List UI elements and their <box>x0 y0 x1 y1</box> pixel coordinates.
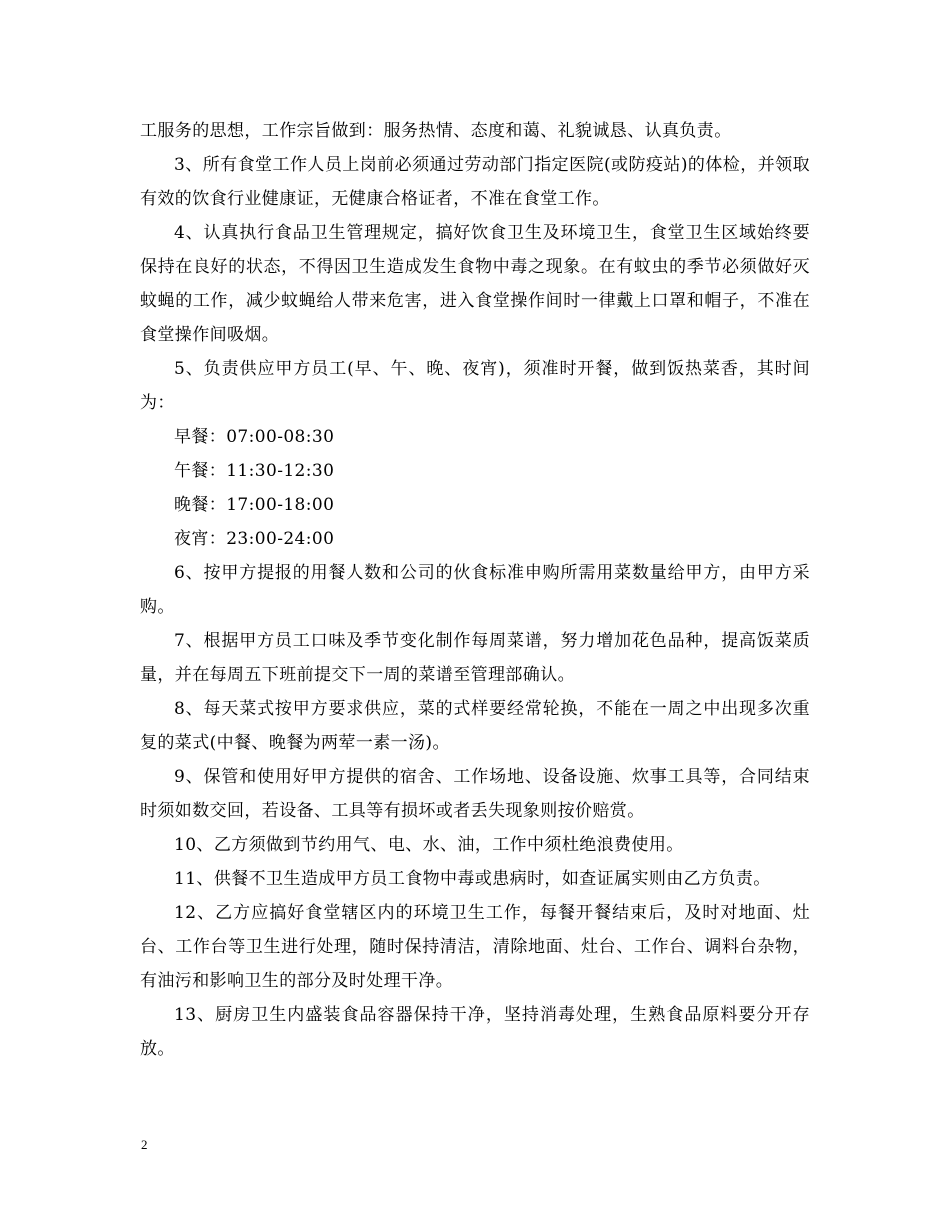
paragraph-item-7: 7、根据甲方员工口味及季节变化制作每周菜谱，努力增加花色品种，提高饭菜质量，并在每周五下班前提交下一周的菜谱至管理部确认。 <box>140 631 810 685</box>
paragraph-continuation: 工服务的思想，工作宗旨做到：服务热情、态度和蔼、礼貌诚恳、认真负责。 <box>140 121 732 141</box>
paragraph-item-3: 3、所有食堂工作人员上岗前必须通过劳动部门指定医院(或防疫站)的体检，并领取有效的饮食行业健康证，无健康合格证者，不准在食堂工作。 <box>140 155 810 209</box>
meal-time-breakfast: 早餐：07:00-08:30 <box>174 427 335 447</box>
paragraph-item-9: 9、保管和使用好甲方提供的宿舍、工作场地、设备设施、炊事工具等，合同结束时须如数交回，若设备、工具等有损坏或者丢失现象则按价赔赏。 <box>140 767 810 821</box>
paragraph-item-13: 13、厨房卫生内盛装食品容器保持干净，坚持消毒处理，生熟食品原料要分开存放。 <box>140 1005 810 1059</box>
meal-time-lunch: 午餐：11:30-12:30 <box>174 461 335 481</box>
meal-time-dinner: 晚餐：17:00-18:00 <box>174 495 335 515</box>
page-number: 2 <box>141 1137 148 1152</box>
paragraph-item-6: 6、按甲方提报的用餐人数和公司的伙食标准申购所需用菜数量给甲方，由甲方采购。 <box>140 563 810 617</box>
document-body <box>140 114 810 1066</box>
paragraph-item-5: 5、负责供应甲方员工(早、午、晚、夜宵)，须准时开餐，做到饭热菜香，其时间为： <box>140 359 810 413</box>
meal-time-night-snack: 夜宵：23:00-24:00 <box>174 529 335 549</box>
paragraph-item-8: 8、每天菜式按甲方要求供应，菜的式样要经常轮换，不能在一周之中出现多次重复的菜式(中餐、晚餐为两荤一素一汤)。 <box>140 699 810 753</box>
paragraph-item-10: 10、乙方须做到节约用气、电、水、油，工作中须杜绝浪费使用。 <box>174 835 684 855</box>
paragraph-item-4: 4、认真执行食品卫生管理规定，搞好饮食卫生及环境卫生，食堂卫生区域始终要保持在良好的状态，不得因卫生造成发生食物中毒之现象。在有蚊虫的季节必须做好灭蚊蝇的工作，减少蚊蝇给人带来危害，进入食堂操作间时一律戴上口罩和帽子，不准在食堂操作间吸烟。 <box>140 223 810 345</box>
paragraph-item-11: 11、供餐不卫生造成甲方员工食物中毒或患病时，如查证属实则由乙方负责。 <box>174 869 771 889</box>
paragraph-item-12: 12、乙方应搞好食堂辖区内的环境卫生工作，每餐开餐结束后，及时对地面、灶台、工作台等卫生进行处理，随时保持清洁，清除地面、灶台、工作台、调料台杂物，有油污和影响卫生的部分及时处理干净。 <box>140 903 810 991</box>
